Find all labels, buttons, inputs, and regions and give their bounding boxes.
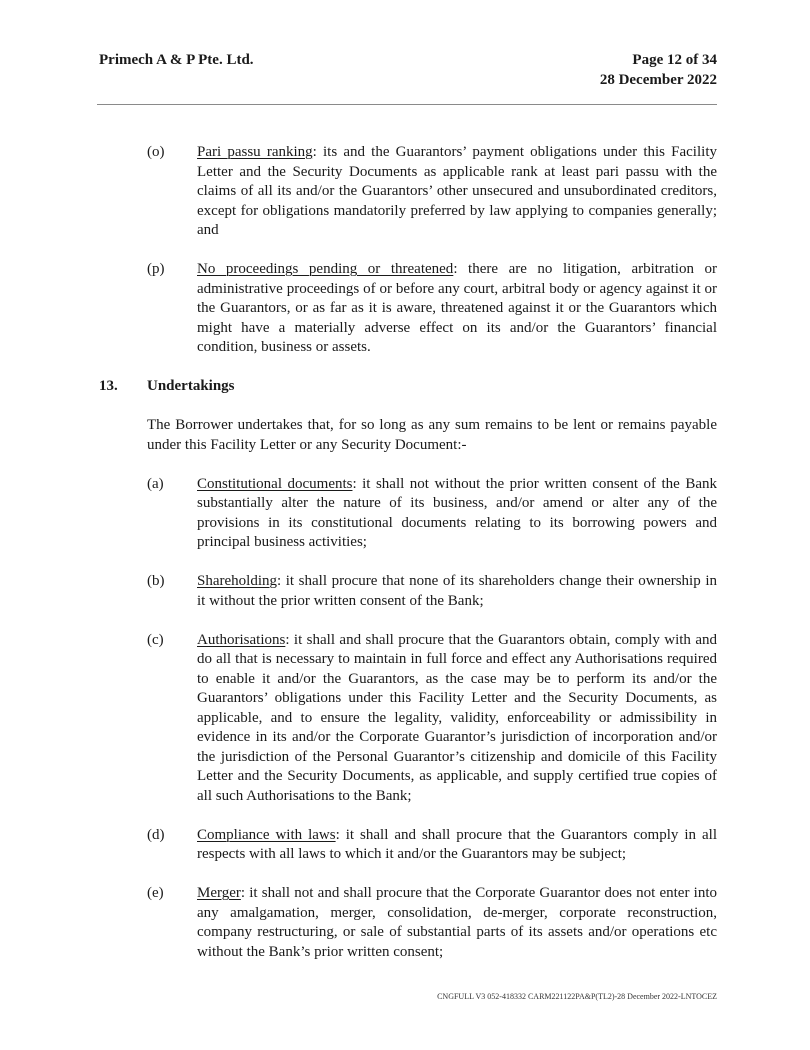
- clause-term: Constitutional documents: [197, 475, 353, 492]
- clause-c: [99, 631, 717, 807]
- section-number: 13.: [99, 378, 118, 394]
- clause-b: [99, 572, 717, 611]
- clause-term: No proceedings pending or threatened: [197, 261, 454, 277]
- clause-d: [99, 826, 717, 865]
- clause-label: (c): [147, 631, 164, 648]
- clause-term: Shareholding: [197, 573, 277, 589]
- clause-p: [99, 260, 717, 358]
- clause-label: (a): [147, 475, 164, 492]
- clause-text: : it shall not and shall procure that the Corporate Guarantor does not enter into any amalgamation, merger, consolidation, de-merger, corporate reconstruction, company restructuring, or sale of substantial parts of its assets and/or operations etc without the Bank’s prior written consent;: [197, 885, 717, 960]
- clause-text: : it shall and shall procure that the Guarantors comply in all respects with all laws to which it and/or the Guarantors may be subject;: [197, 826, 717, 862]
- clause-term: Compliance with laws: [197, 826, 336, 843]
- page-info: [600, 50, 717, 90]
- clause-a: [99, 475, 717, 553]
- clause-label: (d): [147, 826, 165, 843]
- section-intro: The Borrower undertakes that, for so long as any sum remains to be lent or remains payable under this Facility Letter or any Security Document:-: [147, 417, 717, 453]
- section-title: Undertakings: [147, 378, 235, 394]
- header-divider: [97, 104, 717, 105]
- page-number: Page 12 of 34: [632, 52, 717, 68]
- company-name: Primech A & P Pte. Ltd.: [99, 52, 254, 68]
- clause-label: (e): [147, 885, 164, 901]
- clause-text: : it shall and shall procure that the Guarantors obtain, comply with and do all that is necessary to maintain in full force and effect any Authorisations required to enable it and/or the Guarantors, as the case may be to perform its and/or the Guarantors’ obligations under this Facility Letter and the Security Documents, as applicable, and to ensure the legality, validity, enforceability or admissibility in evidence in its and/or the Corporate Guarantor’s jurisdiction of incorporation and/or the jurisdiction of the Personal Guarantor’s citizenship and domicile of this Facility Letter and the Security Documents, as applicable, and supply certified true copies of all such Authorisations to the Bank;: [197, 631, 717, 804]
- clause-term: Merger: [197, 885, 241, 901]
- clause-text: : its and the Guarantors’ payment obligations under this Facility Letter and the Security Documents as applicable rank at least pari passu with the claims of all its and/or the Guarantors’ other unsecured and unsubordinated creditors, except for obligations mandatorily preferred by law applying to companies generally; and: [197, 144, 717, 238]
- clause-text: : there are no litigation, arbitration or administrative proceedings of or before any court, arbitral body or agency against it or the Guarantors, or as far as it is aware, threatened against it or the Guarantors which might have a materially adverse effect on its and/or the Guarantors’ financial condition, business or assets.: [197, 261, 717, 355]
- section-heading: [99, 377, 717, 397]
- clause-label: (b): [147, 573, 165, 589]
- clause-term: Authorisations: [197, 631, 286, 648]
- clause-term: Pari passu ranking: [197, 144, 313, 160]
- clause-label: (p): [147, 261, 165, 277]
- clause-text: : it shall not without the prior written consent of the Bank substantially alter the nature of its business, and/or amend or alter any of the provisions in its constitutional documents relating to its borrowing powers and principal business activities;: [197, 475, 717, 550]
- clause-label: (o): [147, 144, 165, 160]
- clause-text: : it shall procure that none of its shareholders change their ownership in it without the prior written consent of the Bank;: [197, 573, 717, 609]
- footer-reference: CNGFULL V3 052-418332 CARM221122PA&P(TL2)-28 December 2022-LNTOCEZ: [437, 992, 717, 1001]
- clause-e: [99, 884, 717, 962]
- document-date: 28 December 2022: [599, 72, 717, 88]
- clause-o: [99, 143, 717, 241]
- document-body: [99, 143, 717, 962]
